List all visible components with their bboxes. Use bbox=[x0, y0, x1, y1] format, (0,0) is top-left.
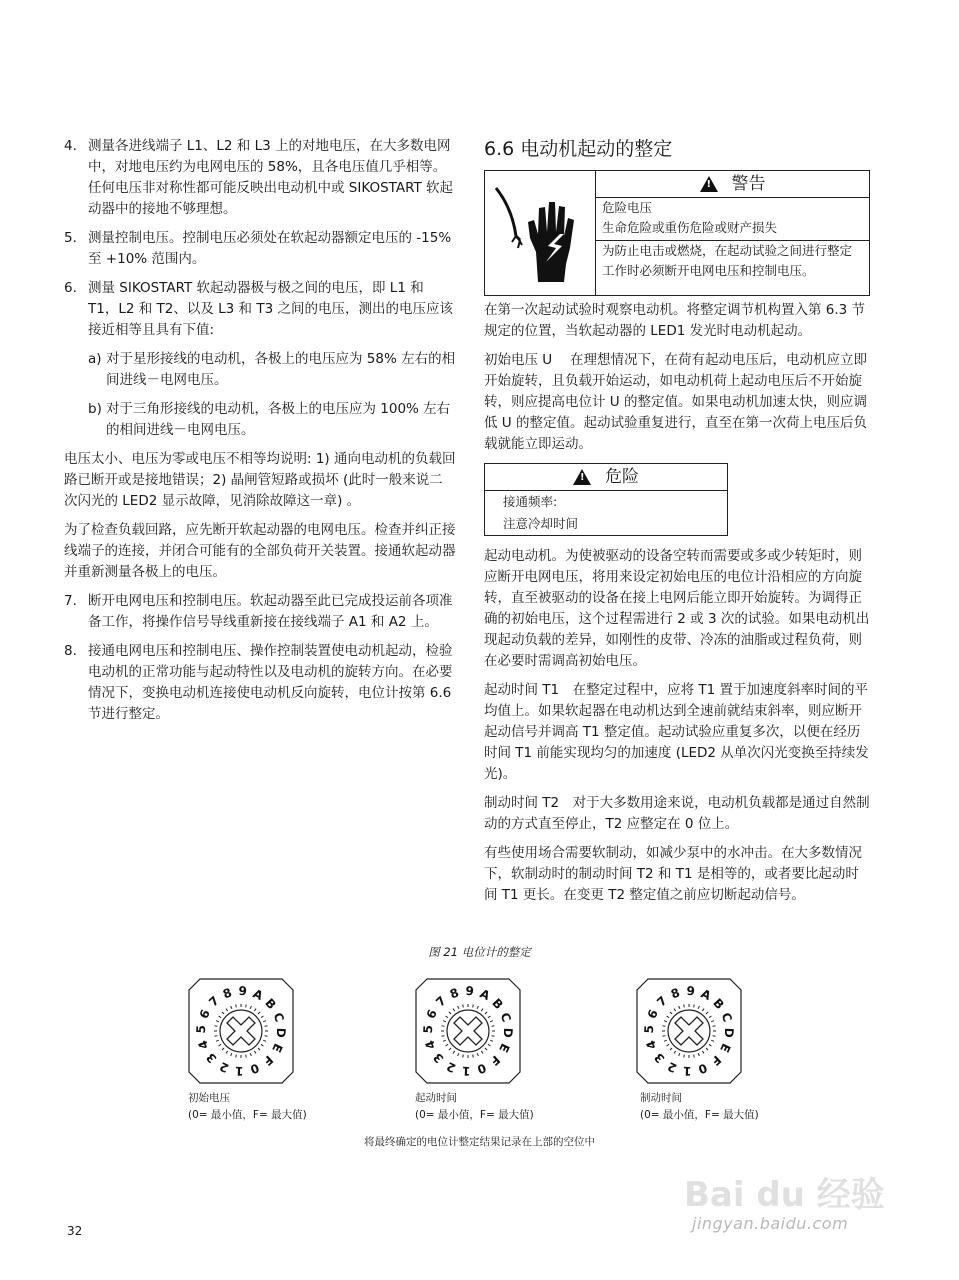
figure-caption: 图 21 电位计的整定 bbox=[428, 945, 531, 959]
potentiometer-dial bbox=[186, 976, 296, 1086]
dial-tick bbox=[674, 1051, 676, 1053]
potentiometer-label bbox=[188, 1090, 307, 1124]
paragraph: 起动电动机。为使被驱动的设备空转而需要或多或少转矩时，则应断开电网电压，将用来设定初始电压的电位计沿相应的方向旋转，直至被驱动的设备在接上电网后能立即开始旋转。为调得正确的初始电压，这个过程需进行 2 或 3 次的试验。如果电动机出现起动负载的差异，如刚性的皮带、冷冻的油脂或过程负荷，则在必要时需调高初始电压。 bbox=[484, 548, 870, 669]
dial-tick bbox=[481, 1051, 483, 1053]
paragraph: 初始电压 U 在理想情况下，在荷有起动电压后，电动机应立即开始旋转，且负载开始运动，如电动机荷上起动电压后不开始旋转，则应提高电位计 U 的整定值。如果电动机加速太快，则应调低 U 的整定值。起动试验重复进行，直至在第一次荷上电压后负载就能立即运动。 bbox=[484, 352, 867, 452]
dial-digit: 0 bbox=[696, 1060, 710, 1077]
dial-tick bbox=[231, 1053, 232, 1056]
dial-tick bbox=[226, 1051, 228, 1053]
danger-box bbox=[484, 463, 728, 536]
dial-tick bbox=[261, 1016, 263, 1018]
potentiometer-label bbox=[415, 1090, 534, 1124]
dial-tick bbox=[709, 1016, 711, 1018]
dial-digit: 7 bbox=[206, 993, 222, 1010]
dial-digit: E bbox=[269, 1041, 286, 1055]
dial-tick bbox=[449, 1048, 451, 1050]
danger-line: 注意冷却时间 bbox=[503, 516, 579, 531]
dial-digit: D bbox=[500, 1027, 516, 1039]
dial-tick bbox=[258, 1048, 260, 1050]
dial-digit: 5 bbox=[420, 1024, 436, 1034]
warning-line: 为防止电击或燃烧，在起动试验之间进行整定工作时必须断开电网电压和控制电压。 bbox=[596, 240, 869, 281]
dial-tick bbox=[216, 1040, 219, 1041]
dial-digit: E bbox=[496, 1041, 513, 1055]
dial-tick bbox=[246, 1055, 247, 1058]
list-item bbox=[64, 136, 456, 220]
list-item bbox=[64, 641, 456, 725]
dial-digit: D bbox=[273, 1027, 289, 1039]
dial-tick bbox=[684, 1005, 685, 1008]
dial-tick bbox=[664, 1021, 667, 1022]
dial-tick bbox=[488, 1044, 490, 1046]
dial-tick bbox=[442, 1036, 445, 1037]
dial-tick bbox=[219, 1016, 221, 1018]
dial-tick bbox=[670, 1048, 672, 1050]
dial-tick bbox=[443, 1040, 446, 1041]
dial-tick bbox=[446, 1016, 448, 1018]
dial-digit: A bbox=[250, 986, 266, 1004]
dial-tick bbox=[458, 1006, 459, 1009]
dial-tick bbox=[236, 1005, 237, 1008]
dial-tick bbox=[246, 1005, 247, 1008]
warning-header bbox=[596, 171, 869, 198]
dial-digit: B bbox=[262, 995, 279, 1013]
dial-tick bbox=[442, 1026, 445, 1027]
dial-digit: 4 bbox=[422, 1038, 439, 1052]
warning-triangle-icon bbox=[700, 176, 718, 192]
dial-tick bbox=[443, 1021, 446, 1022]
dial-tick bbox=[219, 1044, 221, 1046]
dial-tick bbox=[222, 1048, 224, 1050]
item-number: 4. bbox=[64, 138, 77, 154]
watermark-brand: Bai du 经验 bbox=[684, 1175, 885, 1215]
danger-title: 危险 bbox=[605, 466, 639, 487]
danger-line: 接通频率: bbox=[503, 494, 558, 509]
dial-tick bbox=[485, 1012, 487, 1014]
pot-name: 制动时间 bbox=[640, 1092, 682, 1104]
dial-tick bbox=[222, 1012, 224, 1014]
dial-tick bbox=[667, 1044, 669, 1046]
paragraph: 有些使用场合需要软制动，如减少泵中的水冲击。在大多数情况下，软制动时的制动时间 T2 和 T1 是相等的，或者要比起动时间 T1 更长。在变更 T2 整定值之前应切断起动信号。 bbox=[484, 845, 862, 903]
dial-digit: 6 bbox=[423, 1007, 440, 1021]
electric-hazard-icon bbox=[485, 171, 596, 295]
list-item bbox=[64, 591, 456, 633]
dial-tick bbox=[446, 1044, 448, 1046]
dial-digit: A bbox=[698, 986, 714, 1004]
dial-tick bbox=[477, 1053, 478, 1056]
dial-digit: 0 bbox=[248, 1060, 262, 1077]
baidu-jingyan-watermark bbox=[684, 1162, 894, 1252]
dial-tick bbox=[694, 1055, 695, 1058]
pot-range: (0= 最小值，F= 最大值) bbox=[415, 1109, 534, 1121]
dial-tick bbox=[488, 1016, 490, 1018]
sub-item-letter: b) bbox=[88, 401, 102, 417]
dial-tick bbox=[674, 1009, 676, 1011]
dial-digit: 3 bbox=[430, 1050, 447, 1066]
pot-range: (0= 最小值，F= 最大值) bbox=[640, 1109, 759, 1121]
dial-digit: B bbox=[489, 995, 506, 1013]
dial-tick bbox=[709, 1044, 711, 1046]
dial-tick bbox=[263, 1021, 266, 1022]
dial-tick bbox=[254, 1009, 256, 1011]
potentiometer-dial bbox=[413, 976, 523, 1086]
dial-tick bbox=[226, 1009, 228, 1011]
dial-digit: 2 bbox=[665, 1059, 679, 1076]
dial-digit: 0 bbox=[475, 1060, 489, 1077]
dial-tick bbox=[477, 1006, 478, 1009]
pot-range: (0= 最小值，F= 最大值) bbox=[188, 1109, 307, 1121]
item-text: 接通电网电压和控制电压、操作控制装置使电动机起动，检验电动机的正常功能与起动特性以及电动机的旋转方向。在必要情况下，变换电动机连接使电动机反向旋转，电位计按第 6.6 节进行整定。 bbox=[88, 643, 453, 722]
dial-tick bbox=[664, 1040, 667, 1041]
item-number: 5. bbox=[64, 230, 77, 246]
warning-line: 危险电压 bbox=[602, 200, 653, 215]
dial-digit: 7 bbox=[433, 993, 449, 1010]
dial-digit: D bbox=[721, 1027, 737, 1039]
warning-triangle-icon bbox=[573, 469, 591, 485]
item-text: 测量 SIKOSTART 软起动器极与极之间的电压，即 L1 和 T1，L2 和 T2、以及 L3 和 T3 之间的电压，测出的电压应该接近相等且具有下值: bbox=[88, 280, 453, 338]
item-number: 6. bbox=[64, 280, 77, 296]
sub-list-item bbox=[88, 399, 456, 441]
dial-digit: 9 bbox=[238, 983, 248, 999]
dial-digit: 8 bbox=[668, 985, 682, 1002]
danger-header bbox=[485, 464, 727, 491]
dial-tick bbox=[711, 1040, 714, 1041]
dial-tick bbox=[250, 1053, 251, 1056]
dial-tick bbox=[492, 1026, 495, 1027]
dial-tick bbox=[473, 1055, 474, 1058]
dial-tick bbox=[713, 1036, 716, 1037]
dial-tick bbox=[261, 1044, 263, 1046]
dial-digit: 8 bbox=[220, 985, 234, 1002]
sub-item-text: 对于星形接线的电动机，各极上的电压应为 58% 左右的相间进线－电网电压。 bbox=[106, 351, 456, 388]
dial-digit: C bbox=[718, 1010, 735, 1024]
dial-tick bbox=[713, 1026, 716, 1027]
figure-note: 将最终确定的电位计整定结果记录在上部的空位中 bbox=[364, 1136, 595, 1148]
dial-digit: E bbox=[717, 1041, 734, 1055]
potentiometer-dial bbox=[634, 976, 744, 1086]
dial-tick bbox=[702, 1051, 704, 1053]
dial-tick bbox=[485, 1048, 487, 1050]
dial-tick bbox=[463, 1055, 464, 1058]
dial-tick bbox=[706, 1048, 708, 1050]
dial-digit: F bbox=[487, 1052, 503, 1069]
dial-tick bbox=[254, 1051, 256, 1053]
paragraph: 为了检查负载回路，应先断开软起动器的电网电压。检查并纠正接线端子的连接，并闭合可能有的全部负荷开关装置。接通软起动器并重新测量各极上的电压。 bbox=[64, 522, 456, 580]
dial-tick bbox=[216, 1021, 219, 1022]
dial-digit: 2 bbox=[217, 1059, 231, 1076]
dial-tick bbox=[679, 1053, 680, 1056]
dial-digit: 4 bbox=[643, 1038, 660, 1052]
dial-tick bbox=[698, 1053, 699, 1056]
warning-box bbox=[484, 170, 870, 296]
item-text: 测量控制电压。控制电压必须处在软起动器额定电压的 -15% 至 +10% 范围内。 bbox=[88, 230, 452, 267]
dial-tick bbox=[453, 1051, 455, 1053]
dial-tick bbox=[463, 1005, 464, 1008]
dial-tick bbox=[490, 1021, 493, 1022]
dial-tick bbox=[215, 1036, 218, 1037]
dial-tick bbox=[706, 1012, 708, 1014]
dial-tick bbox=[265, 1036, 268, 1037]
dial-tick bbox=[670, 1012, 672, 1014]
dial-digit: F bbox=[260, 1052, 276, 1069]
dial-tick bbox=[684, 1055, 685, 1058]
paragraph: 电压太小、电压为零或电压不相等均说明: 1) 通向电动机的负载回路已断开或是接地错误；2) 晶闸管短路或损坏 (此时一般来说二次闪光的 LED2 显示故障，见消除故障这一章) 。 bbox=[64, 451, 456, 509]
dial-digit: 6 bbox=[196, 1007, 213, 1021]
dial-tick bbox=[663, 1026, 666, 1027]
page-number: 32 bbox=[67, 1224, 83, 1238]
dial-tick bbox=[711, 1021, 714, 1022]
pot-name: 初始电压 bbox=[188, 1092, 230, 1104]
sub-item-text: 对于三角形接线的电动机，各极上的电压应为 100% 左右的相间进线－电网电压。 bbox=[106, 401, 451, 438]
list-item bbox=[64, 228, 456, 270]
dial-tick bbox=[258, 1012, 260, 1014]
dial-tick bbox=[473, 1005, 474, 1008]
dial-tick bbox=[231, 1006, 232, 1009]
dial-digit: A bbox=[477, 986, 493, 1004]
dial-tick bbox=[667, 1016, 669, 1018]
dial-digit: 8 bbox=[447, 985, 461, 1002]
item-number: 8. bbox=[64, 643, 77, 659]
dial-digit: F bbox=[708, 1052, 724, 1069]
warning-title: 警告 bbox=[731, 173, 766, 194]
dial-tick bbox=[453, 1009, 455, 1011]
paragraph: 起动时间 T1 在整定过程中，应将 T1 置于加速度斜率时间的平均值上。如果软起器在电动机达到全速前就结束斜率，则应断开起动信号并调高 T1 整定值。起动试验应重复多次，以便在经历时间 T1 前能实现均匀的加速度 (LED2 从单次闪光变换至持续发光)。 bbox=[484, 682, 869, 782]
dial-digit: 2 bbox=[444, 1059, 458, 1076]
list-item bbox=[64, 278, 456, 341]
item-number: 7. bbox=[64, 593, 77, 609]
left-column bbox=[64, 136, 456, 733]
dial-tick bbox=[215, 1026, 218, 1027]
dial-tick bbox=[492, 1036, 495, 1037]
right-column bbox=[484, 136, 870, 914]
dial-digit: 9 bbox=[686, 983, 696, 999]
dial-digit: 1 bbox=[682, 1063, 692, 1079]
item-text: 测量各进线端子 L1、L2 和 L3 上的对地电压，在大多数电网中，对地电压约为电网电压的 58%，且各电压值几乎相等。任何电压非对称性都可能反映出电动机中或 SIKOSTART 软起动器中的接地不够理想。 bbox=[88, 138, 454, 217]
dial-digit: 1 bbox=[234, 1063, 244, 1079]
dial-tick bbox=[265, 1026, 268, 1027]
dial-digit: 4 bbox=[195, 1038, 212, 1052]
dial-tick bbox=[263, 1040, 266, 1041]
paragraph: 制动时间 T2 对于大多数用途来说，电动机负载都是通过自然制动的方式直至停止，T2 应整定在 0 位上。 bbox=[484, 795, 870, 832]
dial-digit: 9 bbox=[465, 983, 475, 999]
dial-tick bbox=[250, 1006, 251, 1009]
dial-tick bbox=[694, 1005, 695, 1008]
sub-list-item bbox=[88, 349, 456, 391]
dial-digit: 7 bbox=[654, 993, 670, 1010]
dial-digit: 5 bbox=[641, 1024, 657, 1034]
dial-tick bbox=[236, 1055, 237, 1058]
dial-tick bbox=[702, 1009, 704, 1011]
warning-line: 生命危险或重伤危险或财产损失 bbox=[602, 220, 778, 235]
pot-name: 起动时间 bbox=[415, 1092, 457, 1104]
potentiometer-label bbox=[640, 1090, 759, 1124]
section-title: 6.6 电动机起动的整定 bbox=[484, 138, 673, 160]
dial-digit: 3 bbox=[203, 1050, 220, 1066]
dial-tick bbox=[490, 1040, 493, 1041]
watermark-url: jingyan.baidu.com bbox=[692, 1214, 849, 1233]
dial-digit: B bbox=[710, 995, 727, 1013]
dial-tick bbox=[663, 1036, 666, 1037]
item-text: 断开电网电压和控制电压。软起动器至此已完成投运前各项准备工作，将操作信号导线重新接在接线端子 A1 和 A2 上。 bbox=[88, 593, 453, 630]
dial-digit: C bbox=[497, 1010, 514, 1024]
dial-tick bbox=[481, 1009, 483, 1011]
dial-digit: C bbox=[270, 1010, 287, 1024]
dial-tick bbox=[679, 1006, 680, 1009]
dial-digit: 6 bbox=[644, 1007, 661, 1021]
paragraph: 在第一次起动试验时观察电动机。将整定调节机构置入第 6.3 节规定的位置，当软起动器的 LED1 发光时电动机起动。 bbox=[484, 302, 866, 339]
dial-tick bbox=[449, 1012, 451, 1014]
dial-tick bbox=[458, 1053, 459, 1056]
dial-digit: 1 bbox=[461, 1063, 471, 1079]
dial-digit: 3 bbox=[651, 1050, 668, 1066]
sub-item-letter: a) bbox=[88, 351, 102, 367]
dial-tick bbox=[698, 1006, 699, 1009]
dial-digit: 5 bbox=[193, 1024, 209, 1034]
